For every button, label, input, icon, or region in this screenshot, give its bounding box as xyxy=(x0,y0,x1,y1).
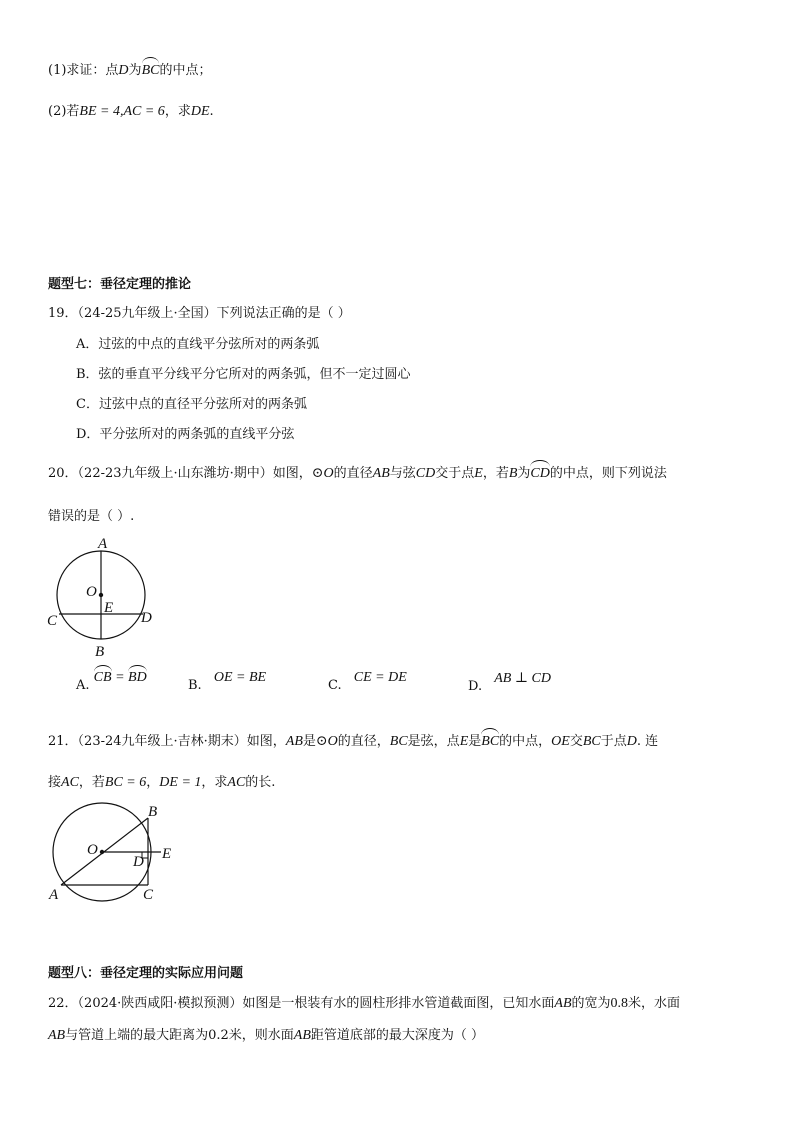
q18-part2-text: (2)若 xyxy=(48,104,80,119)
q20-option-c xyxy=(328,670,407,694)
diameter-ab: AB xyxy=(372,466,390,481)
q18-given: BE = 4,AC = 6 xyxy=(79,104,165,119)
width-value: 0.8 xyxy=(610,996,629,1011)
q20-label-o: O xyxy=(86,584,97,600)
point-d: D xyxy=(118,63,129,78)
q21-stem-text3: 的直径， xyxy=(337,734,390,749)
circle-o: ⊙O xyxy=(315,734,338,749)
q20-stem2: 错误的是（ ）. xyxy=(48,509,135,524)
q18-part1-text3: 的中点； xyxy=(159,63,212,78)
q20-label-b: B xyxy=(95,644,105,660)
segment-ac: AC xyxy=(61,775,79,790)
q20-label-c: C xyxy=(47,613,58,629)
diameter-ab: AB xyxy=(285,734,303,749)
q21-label-e: E xyxy=(162,846,172,862)
q18-part2-text2: ，求 xyxy=(164,104,191,119)
q21-stem-text5: 是 xyxy=(468,734,482,749)
q20-center-dot xyxy=(99,593,103,597)
q22-stem2-text: 与管道上端的最大距离为0.2米，则水面 xyxy=(65,1028,294,1043)
q20-stem-text6: 为 xyxy=(517,466,531,481)
q20-stem-text2: 的直径 xyxy=(333,466,373,481)
q21-stem2-text4: ，求 xyxy=(201,775,228,790)
arc-bd: BD xyxy=(128,670,147,685)
arc-cd: CD xyxy=(530,466,550,481)
q21-stem-text2: 是 xyxy=(302,734,316,749)
q21-stem-text8: 于点 xyxy=(600,734,627,749)
q22-stem xyxy=(48,995,680,1013)
chord-bc-2: BC xyxy=(582,734,601,749)
q21-label-d: D xyxy=(133,854,144,870)
q21-stem-text9: . 连 xyxy=(636,734,659,749)
given-de: DE = 1 xyxy=(159,775,202,790)
q20-stem-text: 20．（22-23九年级上·山东潍坊·期中）如图， xyxy=(48,466,312,481)
q18-part1 xyxy=(48,62,211,80)
q19-option-b: B．弦的垂直平分线平分它所对的两条弧，但不一定过圆心 xyxy=(76,367,411,382)
q20-figure xyxy=(44,532,164,660)
q20-stem-text3: 与弦 xyxy=(389,466,416,481)
q21-stem-text4: 是弦，点 xyxy=(407,734,460,749)
q20-option-c-text: CE = DE xyxy=(353,670,407,685)
q21-figure xyxy=(44,800,184,904)
q19-stem: 19．（24-25九年级上·全国）下列说法正确的是（ ） xyxy=(48,306,351,321)
q20-option-b xyxy=(188,670,267,694)
q22-stem-text2: 的宽为 xyxy=(571,996,611,1011)
q19-option-a: A．过弦的中点的直线平分弦所对的两条弧 xyxy=(76,337,320,352)
q22-stem2 xyxy=(48,1027,484,1045)
q20-stem-text7: 的中点，则下列说法 xyxy=(549,466,667,481)
arc-bc: BC xyxy=(141,63,160,78)
q21-label-c: C xyxy=(143,887,154,903)
q21-label-o: O xyxy=(87,842,98,858)
q21-label-b: B xyxy=(148,804,158,820)
q21-center-dot xyxy=(100,850,104,854)
point-b: B xyxy=(508,466,518,481)
q18-part2-period: . xyxy=(209,104,214,119)
q21-stem-text7: 交 xyxy=(569,734,583,749)
q21-stem2-text: 接 xyxy=(48,775,62,790)
q20-option-d-letter: D. xyxy=(468,679,483,694)
q21-stem2-text5: 的长. xyxy=(245,775,276,790)
q20-stem xyxy=(48,465,667,483)
section7-title: 题型七：垂径定理的推论 xyxy=(48,277,192,292)
q20-option-c-letter: C. xyxy=(328,678,342,693)
q19-option-d: D．平分弦所对的两条弧的直线平分弦 xyxy=(76,427,295,442)
q20-label-e: E xyxy=(104,600,114,616)
q20-stem-text5: ，若 xyxy=(482,466,509,481)
q22-stem-text: 22．（2024·陕西咸阳·模拟预测）如图是一根装有水的圆柱形排水管道截面图，已知水面 xyxy=(48,996,555,1011)
q20-option-d xyxy=(468,671,551,695)
q21-stem2-text3: ， xyxy=(146,775,160,790)
q21-stem-text6: 的中点， xyxy=(499,734,552,749)
q20-option-a-eq: = xyxy=(111,670,129,685)
segment-de: DE xyxy=(190,104,210,119)
q20-option-d-text: AB ⊥ CD xyxy=(494,671,551,686)
chord-cd: CD xyxy=(415,466,436,481)
segment-oe: OE xyxy=(551,734,570,749)
arc-cb: CB xyxy=(93,670,112,685)
water-surface-ab-2: AB xyxy=(48,1028,66,1043)
given-bc: BC = 6 xyxy=(104,775,147,790)
circle-o: ⊙O xyxy=(311,466,334,481)
q21-stem xyxy=(48,733,658,751)
q21-label-a: A xyxy=(49,887,59,903)
q20-option-a xyxy=(76,670,147,694)
point-d: D xyxy=(626,734,637,749)
q20-option-b-letter: B. xyxy=(188,678,202,693)
chord-bc: BC xyxy=(389,734,408,749)
point-e: E xyxy=(474,466,483,481)
q20-option-a-letter: A. xyxy=(76,678,90,693)
q20-label-d: D xyxy=(141,610,152,626)
segment-ac-2: AC xyxy=(227,775,246,790)
q18-part1-text2: 为 xyxy=(128,63,142,78)
q20-label-a: A xyxy=(98,536,108,552)
q22-stem2-text2: 距管道底部的最大深度为（ ） xyxy=(310,1028,485,1043)
point-e: E xyxy=(459,734,469,749)
q18-part2 xyxy=(48,103,214,121)
q21-stem2 xyxy=(48,774,275,792)
q21-stem-text: 21．（23-24九年级上·吉林·期末）如图， xyxy=(48,734,286,749)
q19-option-c: C．过弦中点的直径平分弦所对的两条弧 xyxy=(76,397,307,412)
q22-stem-text3: 米，水面 xyxy=(628,996,681,1011)
q21-stem2-text2: ，若 xyxy=(78,775,105,790)
water-surface-ab-3: AB xyxy=(293,1028,311,1043)
q20-option-b-text: OE = BE xyxy=(213,670,267,685)
q20-stem-text4: 交于点 xyxy=(435,466,475,481)
water-surface-ab: AB xyxy=(554,996,572,1011)
arc-bc: BC xyxy=(481,734,500,749)
section8-title: 题型八：垂径定理的实际应用问题 xyxy=(48,966,244,981)
q18-part1-text: (1)求证：点 xyxy=(48,63,119,78)
